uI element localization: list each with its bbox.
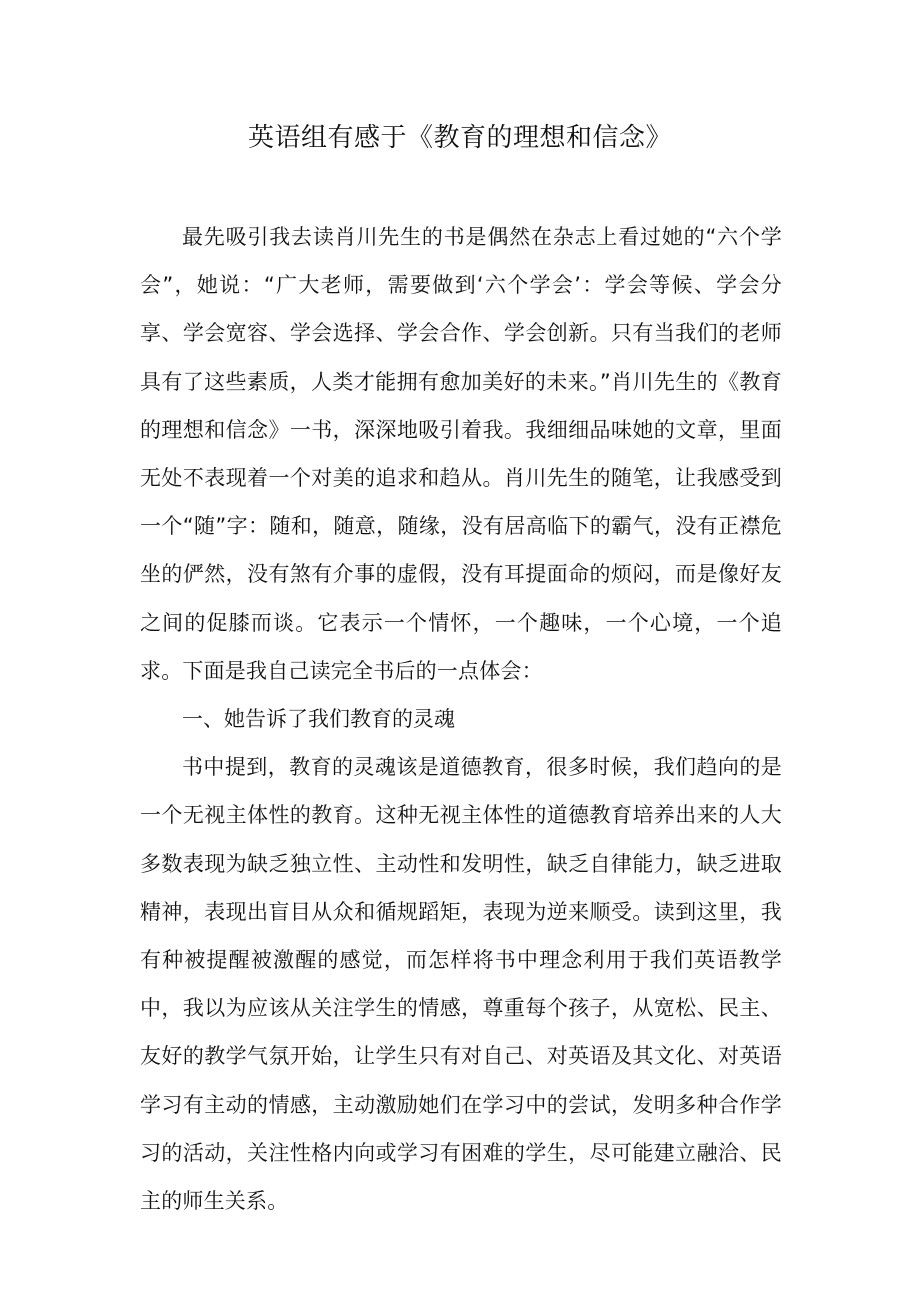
document-body — [140, 213, 782, 1225]
paragraph-section-1: 书中提到，教育的灵魂该是道德教育，很多时候，我们趋向的是一个无视主体性的教育。这种无视主体性的道德教育培养出来的人大多数表现为缺乏独立性、主动性和发明性，缺乏自律能力，缺乏进取精神，表现出盲目从众和循规蹈矩，表现为逆来顺受。读到这里，我有种被提醒被激醒的感觉，而怎样将书中理念利用于我们英语教学中，我以为应该从关注学生的情感，尊重每个孩子，从宽松、民主、友好的教学气氛开始，让学生只有对自己、对英语及其文化、对英语学习有主动的情感，主动激励她们在学习中的尝试，发明多种合作学习的活动，关注性格内向或学习有困难的学生，尽可能建立融洽、民主的师生关系。 — [140, 755, 782, 1214]
document-title: 英语组有感于《教育的理想和信念》 — [247, 123, 672, 153]
section-heading-1: 一、她告诉了我们教育的灵魂 — [182, 707, 455, 732]
paragraph-intro: 最先吸引我去读肖川先生的书是偶然在杂志上看过她的“六个学会”，她说：“广大老师，需要做到‘六个学会’：学会等候、学会分享、学会宽容、学会选择、学会合作、学会创新。只有当我们的老师具有了这些素质，人类才能拥有愈加美好的未来。”肖川先生的《教育的理想和信念》一书，深深地吸引着我。我细细品味她的文章，里面无处不表现着一个对美的追求和趋从。肖川先生的随笔，让我感受到一个“随”字：随和，随意，随缘，没有居高临下的霸气，没有正襟危坐的俨然，没有煞有介事的虚假，没有耳提面命的烦闷，而是像好友之间的促膝而谈。它表示一个情怀，一个趣味，一个心境，一个追求。下面是我自己读完全书后的一点体会： — [140, 225, 782, 683]
